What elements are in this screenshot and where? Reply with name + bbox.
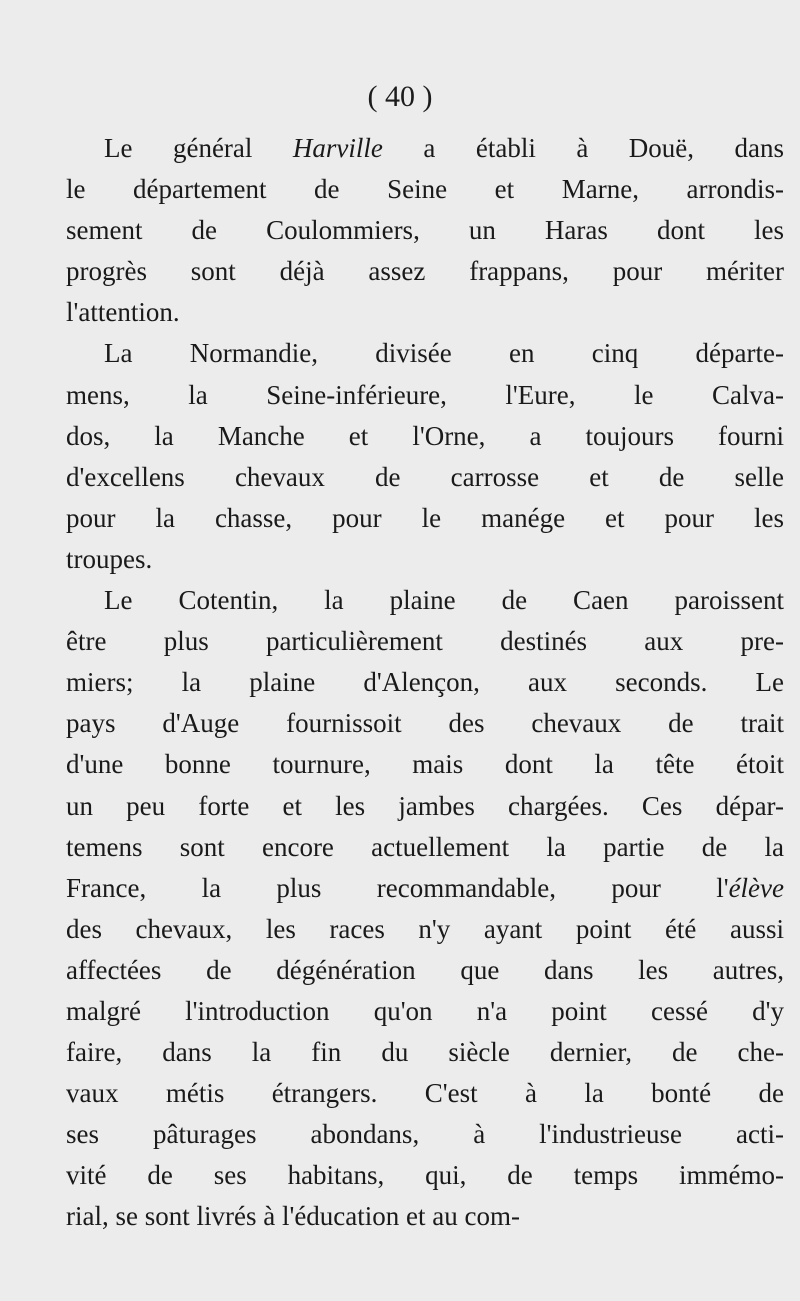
line-text: ses pâturages abondans, à l'industrieuse acti-	[66, 1119, 784, 1150]
line-text: l'attention.	[66, 297, 180, 328]
line-text: temens sont encore actuellement la partie de la	[66, 831, 784, 862]
text-line	[66, 991, 784, 1032]
italic-text: élève	[728, 872, 784, 903]
text-line	[66, 457, 784, 498]
line-text: progrès sont déjà assez frappans, pour mériter	[66, 256, 784, 287]
page-number: ( 40 )	[367, 80, 433, 113]
paragraph	[66, 580, 784, 1238]
line-text: La Normandie, divisée en cinq départe-	[104, 338, 784, 369]
line-text-after: a établi à Douë, dans	[382, 133, 784, 163]
text-line	[66, 416, 784, 457]
line-text: mens, la Seine-inférieure, l'Eure, le Calva-	[66, 379, 784, 410]
text-line	[66, 868, 784, 909]
paragraph	[66, 333, 784, 580]
text-line	[66, 498, 784, 539]
line-text: dos, la Manche et l'Orne, a toujours fourni	[66, 420, 784, 451]
line-text: Le général	[104, 133, 293, 163]
line-text: d'une bonne tournure, mais dont la tête étoit	[66, 749, 784, 780]
text-line	[66, 539, 784, 580]
text-line	[66, 786, 784, 827]
text-line	[66, 580, 784, 621]
text-line	[66, 1196, 784, 1237]
line-text: pays d'Auge fournissoit des chevaux de trait	[66, 708, 784, 739]
text-line	[66, 703, 784, 744]
line-text: Le Cotentin, la plaine de Caen paroissent	[104, 585, 784, 616]
text-line	[66, 827, 784, 868]
text-line	[66, 292, 784, 333]
text-line	[66, 909, 784, 950]
text-line	[66, 744, 784, 785]
line-text: malgré l'introduction qu'on n'a point cessé d'y	[66, 995, 784, 1026]
line-text: troupes.	[66, 543, 153, 574]
text-line	[66, 375, 784, 416]
line-text: sement de Coulommiers, un Haras dont les	[66, 215, 784, 246]
text-line	[66, 1032, 784, 1073]
line-text: un peu forte et les jambes chargées. Ces dépar-	[66, 790, 784, 821]
line-text: France, la plus recommandable, pour l'	[66, 872, 729, 903]
text-line	[66, 950, 784, 991]
body-text	[66, 128, 784, 1238]
paragraph	[66, 128, 784, 333]
text-line	[66, 333, 784, 374]
line-text: affectées de dégénération que dans les autres,	[66, 954, 784, 985]
text-line	[66, 128, 784, 169]
line-text: d'excellens chevaux de carrosse et de selle	[66, 461, 784, 492]
text-line	[66, 210, 784, 251]
italic-text: Harville	[292, 133, 383, 163]
line-text: rial, se sont livrés à l'éducation et au com-	[66, 1201, 520, 1232]
line-text: le département de Seine et Marne, arrondis-	[66, 174, 784, 205]
line-text: vaux métis étrangers. C'est à la bonté de	[66, 1078, 784, 1109]
line-text: être plus particulièrement destinés aux pre-	[66, 626, 784, 657]
text-line	[66, 621, 784, 662]
text-line	[66, 169, 784, 210]
text-line	[66, 251, 784, 292]
line-text: des chevaux, les races n'y ayant point été aussi	[66, 913, 784, 944]
line-text: faire, dans la fin du siècle dernier, de che-	[66, 1037, 784, 1068]
text-line	[66, 1073, 784, 1114]
line-text: miers; la plaine d'Alençon, aux seconds. Le	[66, 667, 784, 698]
text-line	[66, 662, 784, 703]
text-line	[66, 1155, 784, 1196]
text-line	[66, 1114, 784, 1155]
line-text: vité de ses habitans, qui, de temps immémo-	[66, 1160, 784, 1191]
line-text: pour la chasse, pour le manége et pour les	[66, 502, 784, 533]
